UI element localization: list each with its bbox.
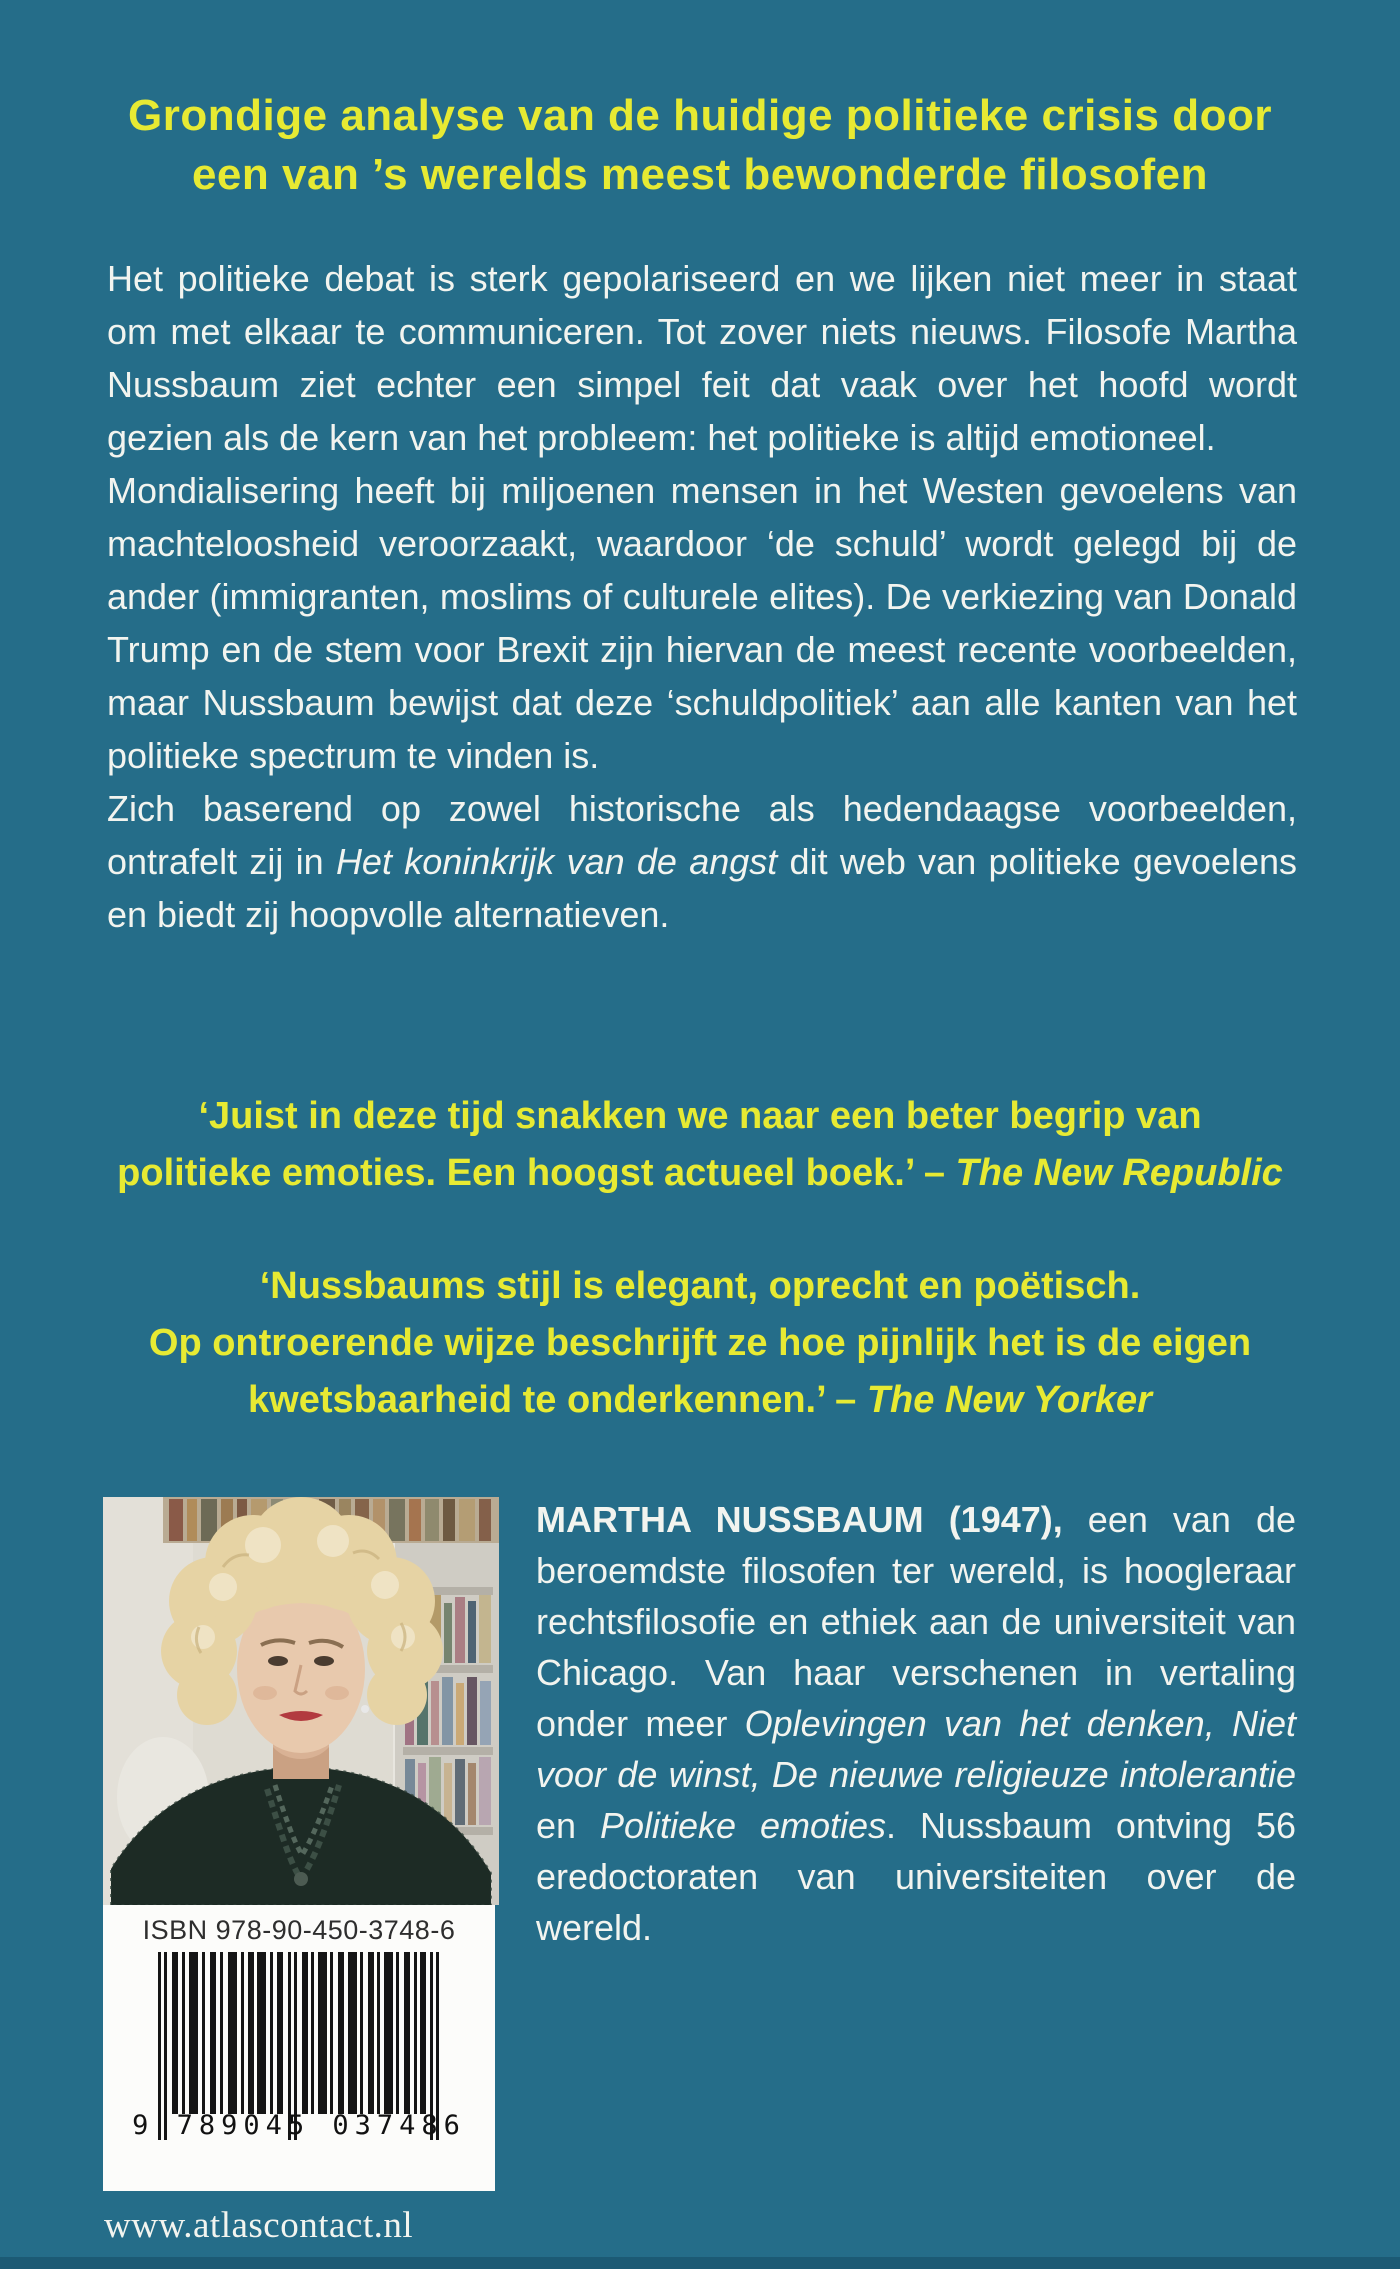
synopsis-paragraph-1: Het politieke debat is sterk gepolariseerd en we lijken niet meer in staat om met elkaar te communiceren. Tot zover niets nieuws. Filosofe Martha Nussbaum ziet echter een simpel feit dat vaak over het hoofd wordt gezien als de kern van het probleem: het politieke is altijd emotioneel. (107, 258, 1297, 458)
synopsis-paragraph-3: Zich baserend op zowel historische als hedendaagse voorbeelden, ontrafelt zij in Het koninkrijk van de angst dit web van politieke gevoelens en biedt zij hoopvolle alternatieven. (107, 788, 1297, 935)
quote-line: ‘Juist in deze tijd snakken we naar een beter begrip van (198, 1095, 1202, 1137)
press-quote-new-yorker (70, 1258, 1330, 1429)
synopsis (107, 252, 1297, 941)
bottom-edge-strip (0, 2257, 1400, 2269)
quote-line: politieke emoties. Een hoogst actueel boek.’ – The New Republic (117, 1152, 1283, 1194)
author-photo-illustration (103, 1497, 499, 1905)
cover-tagline (60, 86, 1340, 204)
synopsis-paragraph-2: Mondialisering heeft bij miljoenen mensen in het Westen gevoelens van machteloosheid veroorzaakt, waardoor ‘de schuld’ wordt gelegd bij de ander (immigranten, moslims of culturele elites). De verkiezing van Donald Trump en de stem voor Brexit zijn hiervan de meest recente voorbeelden, maar Nussbaum bewijst dat deze ‘schuldpolitiek’ aan alle kanten van het politieke spectrum te vinden is. (107, 470, 1297, 776)
quote-line: kwetsbaarheid te onderkennen.’ – The New Yorker (248, 1379, 1152, 1421)
press-quote-new-republic (70, 1088, 1330, 1202)
tagline-line-1: Grondige analyse van de huidige politieke crisis door (128, 91, 1272, 140)
author-bio: MARTHA NUSSBAUM (1947), een van de beroemdste filosofen ter wereld, is hoogleraar rechtsfilosofie en ethiek aan de universiteit van Chicago. Van haar verschenen in vertaling onder meer Oplevingen van het denken, Niet voor de winst, De nieuwe religieuze intolerantie en Politieke emoties. Nussbaum ontving 56 eredoctoraten van universiteiten over de wereld. (536, 1499, 1296, 1948)
tagline-line-2: een van ’s werelds meest bewonderde filosofen (191, 150, 1209, 199)
author-photo (103, 1497, 499, 1905)
barcode-digits: 9 789045 037486 (132, 2110, 466, 2141)
isbn-label: ISBN 978-90-450-3748-6 (142, 1915, 456, 1945)
quote-line: ‘Nussbaums stijl is elegant, oprecht en poëtisch. (259, 1265, 1141, 1307)
publisher-website: www.atlascontact.nl (104, 2205, 414, 2246)
quote-line: Op ontroerende wijze beschrijft ze hoe pijnlijk het is de eigen (148, 1322, 1252, 1364)
isbn-barcode-panel (103, 1905, 495, 2191)
